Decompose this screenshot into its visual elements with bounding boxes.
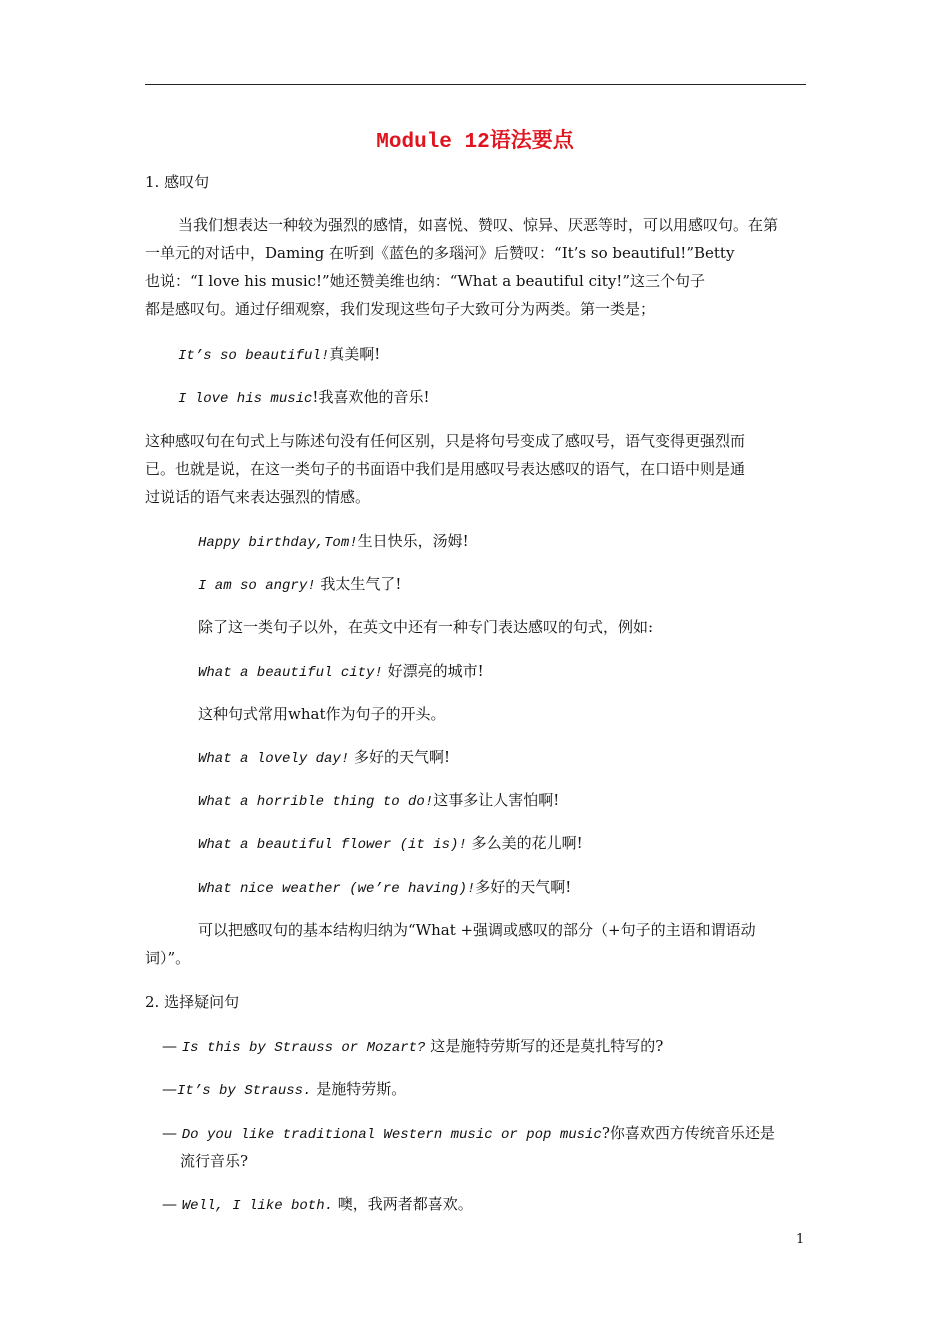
dialog-line-4	[162, 1190, 473, 1220]
example-6	[198, 743, 450, 773]
dash: —	[162, 1195, 182, 1213]
example-9-zh: 多好的天气啊!	[475, 878, 572, 896]
example-5-zh: 好漂亮的城市!	[382, 662, 484, 680]
example-5-en: What a beautiful city!	[198, 665, 383, 681]
example-7-zh: 这事多让人害怕啊!	[433, 791, 560, 809]
dialog-4-zh: 噢，我两者都喜欢。	[333, 1195, 473, 1213]
example-5	[198, 657, 484, 687]
example-6-en: What a lovely day!	[198, 751, 350, 767]
dialog-line-2	[162, 1075, 406, 1105]
para-1-line-1: 当我们想表达一种较为强烈的感情，如喜悦、赞叹、惊异、厌恶等时，可以用感叹句。在第	[178, 216, 779, 234]
para-1-line-4: 都是感叹句。通过仔细观察，我们发现这些句子大致可分为两类。第一类是；	[145, 300, 656, 318]
page-number: 1	[796, 1232, 805, 1247]
para-5-line-2: 词）”。	[145, 949, 191, 967]
example-3	[198, 527, 469, 557]
dash: —	[162, 1124, 182, 1142]
dialog-1-en: Is this by Strauss or Mozart?	[181, 1040, 426, 1056]
title-en: Module 12	[376, 131, 490, 154]
dialog-line-1	[162, 1032, 663, 1062]
page-title	[0, 124, 950, 154]
para-4: 这种句式常用what作为句子的开头。	[198, 705, 446, 723]
example-2	[178, 383, 429, 413]
title-zh: 语法要点	[489, 127, 574, 152]
example-3-zh: 生日快乐，汤姆!	[357, 532, 469, 550]
para-2-line-1: 这种感叹句在句式上与陈述句没有任何区别，只是将句号变成了感叹号，语气变得更强烈而	[145, 432, 746, 450]
dialog-line-3-cont: 流行音乐?	[180, 1152, 249, 1170]
example-1-en: It’s so beautiful!	[178, 348, 330, 364]
para-2-line-3: 过说话的语气来表达强烈的情感。	[145, 488, 371, 506]
example-8-zh: 多么美的花儿啊!	[466, 834, 583, 852]
example-7-en: What a horrible thing to do!	[198, 794, 434, 810]
dialog-2-en: It’s by Strauss.	[177, 1083, 312, 1099]
para-1-line-2: 一单元的对话中，Daming 在听到《蓝色的多瑙河》后赞叹：“It’s so beautiful!”Betty	[145, 244, 735, 262]
para-1-line-3: 也说：“I love his music!”她还赞美维也纳：“What a beautiful city!”这三个句子	[145, 272, 705, 290]
dialog-3-en: Do you like traditional Western music or pop music	[181, 1127, 602, 1143]
section-1-heading: 1. 感叹句	[145, 173, 210, 191]
dialog-line-3	[162, 1119, 775, 1149]
example-3-en: Happy birthday,Tom!	[198, 535, 358, 551]
dialog-1-zh: 这是施特劳斯写的还是莫扎特写的?	[425, 1037, 664, 1055]
example-4-en: I am so angry!	[198, 578, 316, 594]
para-5-line-1: 可以把感叹句的基本结构归纳为“What +强调或感叹的部分（+句子的主语和谓语动	[198, 921, 756, 939]
dialog-4-en: Well, I like both.	[181, 1198, 334, 1214]
dialog-3-zh: ?你喜欢西方传统音乐还是	[601, 1124, 775, 1142]
example-2-en: I love his music	[178, 391, 313, 407]
example-6-zh: 多好的天气啊!	[349, 748, 451, 766]
example-4-zh: 我太生气了!	[315, 575, 402, 593]
dialog-2-zh: 是施特劳斯。	[311, 1080, 407, 1098]
dash: —	[162, 1080, 177, 1098]
example-9	[198, 873, 571, 903]
dash: —	[162, 1037, 182, 1055]
example-2-zh: !我喜欢他的音乐!	[312, 388, 430, 406]
example-8-en: What a beautiful flower (it is)!	[198, 837, 467, 853]
para-3: 除了这一类句子以外，在英文中还有一种专门表达感叹的句式，例如:	[198, 618, 654, 636]
example-4	[198, 570, 401, 600]
para-2-line-2: 已。也就是说，在这一类句子的书面语中我们是用感叹号表达感叹的语气，在口语中则是通	[145, 460, 746, 478]
header-rule	[145, 84, 806, 85]
example-9-en: What nice weather (we’re having)!	[198, 881, 476, 897]
example-8	[198, 829, 583, 859]
example-1	[178, 340, 380, 370]
section-2-heading: 2. 选择疑问句	[145, 993, 240, 1011]
example-1-zh: 真美啊!	[329, 345, 381, 363]
example-7	[198, 786, 559, 816]
